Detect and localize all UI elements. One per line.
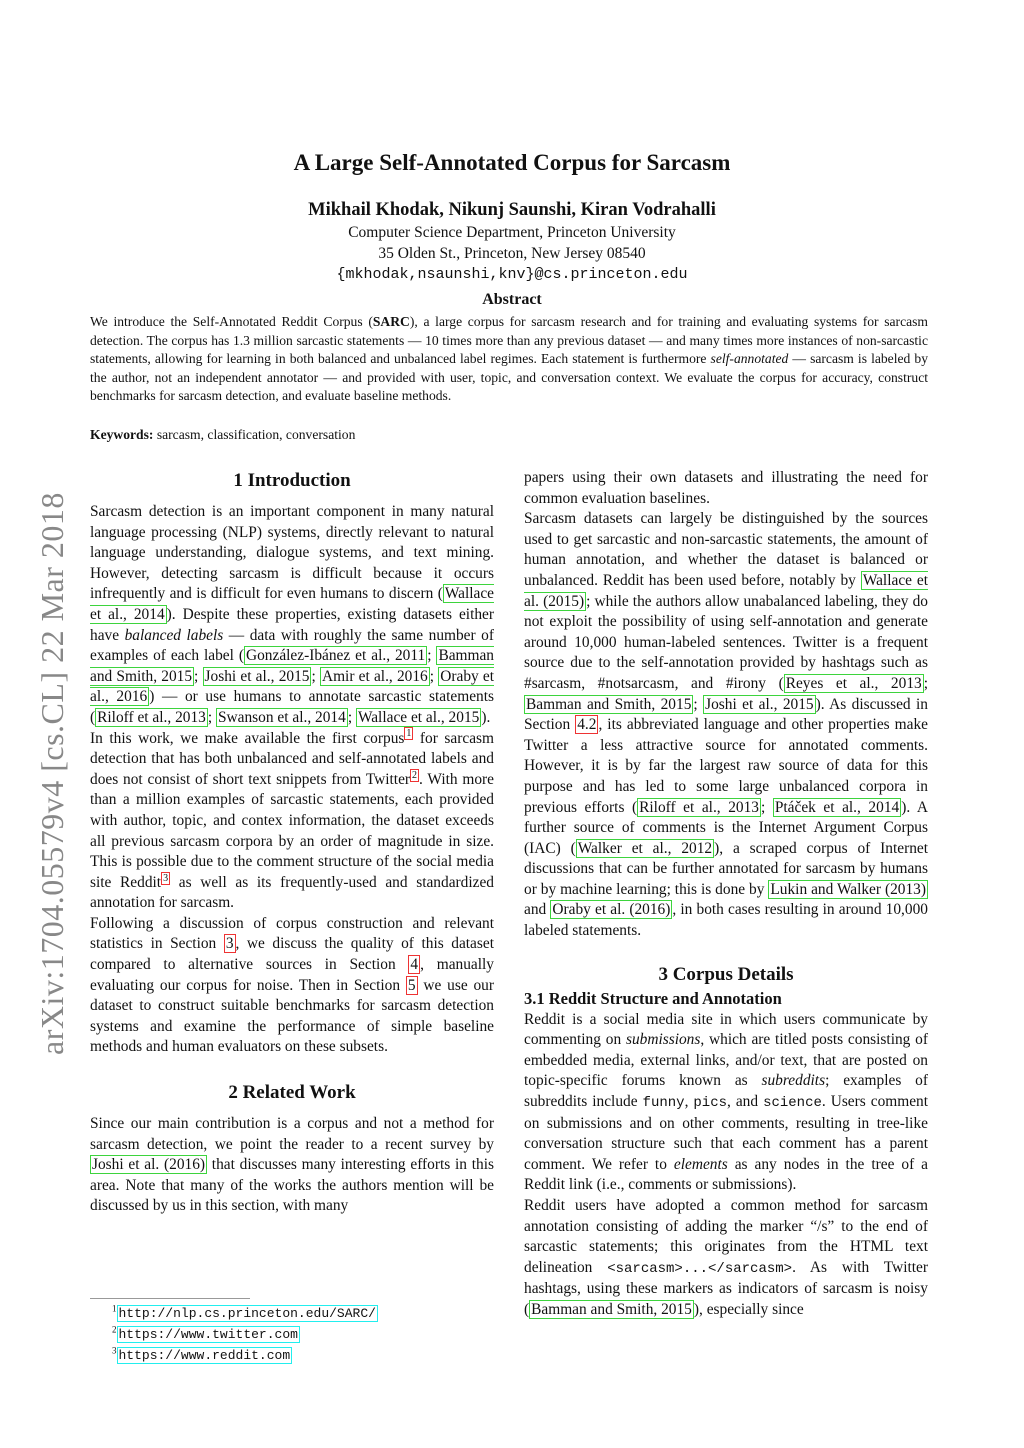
- citation-link[interactable]: Bamman and Smith, 2015: [531, 1300, 692, 1318]
- paper-title: A Large Self-Annotated Corpus for Sarcasm: [293, 150, 731, 175]
- citation-link[interactable]: Oraby et al., 2016: [90, 667, 495, 706]
- subsection-heading-reddit-structure: 3.1 Reddit Structure and Annotation: [524, 988, 782, 1008]
- footnote-url-link[interactable]: https://www.twitter.com: [118, 1327, 298, 1342]
- keywords: Keywords: sarcasm, classification, conversation: [90, 427, 356, 442]
- corpus-paragraph-2: Reddit users have adopted a common method for sarcasm annotation consisting of adding the marker “/s” to the end of sarcastic statements; this originates from the HTML text delineation <sarcasm>...</sarcasm>. As with Twitter hashtags, using these markers as indicators of sarcasm is noisy ( Bamman and Smith, 2015 ), especially since: [524, 1197, 928, 1318]
- citation-link[interactable]: Wallace et al., 2015: [357, 708, 480, 726]
- intro-paragraph-3: Following a discussion of corpus construction and relevant statistics in Section 3 , we discuss the quality of this dataset compared to alternative sources in Section 4 , manually evaluating our corpus for noise. Then in Section 5 we use our dataset to construct suitable benchmarks for sarcasm detection systems and examine the performance of simple baseline methods and human evaluators on these subsets.: [90, 914, 494, 1056]
- arxiv-identifier: arXiv:1704.05579v4 [cs.CL] 22 Mar 2018: [34, 492, 70, 1055]
- citation-link[interactable]: Bamman and Smith, 2015: [90, 647, 495, 685]
- citation-link[interactable]: Joshi et al., 2015: [204, 667, 310, 685]
- citation-link[interactable]: Lukin and Walker (2013): [770, 880, 926, 898]
- citation-link[interactable]: Amir et al., 2016: [321, 667, 428, 685]
- citation-link[interactable]: Wallace et al. (2015): [524, 571, 929, 610]
- footnote-3: $^3$ https://www.reddit.com: [112, 1345, 291, 1363]
- corpus-paragraph-1: Reddit is a social media site in which users communicate by commenting on submissions, which are titled posts consisting of embedded media, external links, and/or text, that are posted on topic-specific forums known as subreddits; examples of subreddits include funny, pics, and science. Users comment on submissions and on other comments, resulting in tree-like conversation structure such that each comment has a parent comment. We refer to elements as any nodes in the tree of a Reddit link (i.e., comments or submissions).: [524, 1010, 929, 1194]
- citation-link[interactable]: Walker et al., 2012: [577, 839, 713, 857]
- section-link[interactable]: 4.2: [577, 716, 597, 734]
- related-paragraph-1-continued: papers using their own datasets and illustrating the need for common evaluation baselines.: [524, 469, 928, 507]
- footnote-2: $^2$ https://www.twitter.com: [112, 1324, 298, 1342]
- section-link[interactable]: 3: [225, 935, 234, 953]
- intro-paragraph-2: In this work, we make available the first corpus $^1$ for sarcasm detection that has both unbalanced and self-annotated labels and does not consist of short text snippets from Twitter $^2$ . With more than a million examples of sarcastic statements, each provided with author, topic, and contex information, the dataset exceeds all previous sarcasm corpora by an order of magnitude in size. This is possible due to the comment structure of the social media site Reddit $^3$ as well as its frequently-used and standardized annotation for sarcasm.: [90, 728, 495, 912]
- section-heading-introduction: 1 Introduction: [233, 470, 351, 491]
- intro-paragraph-1: Sarcasm detection is an important component in many natural language processing (NLP) systems, directly relevant to natural language understanding, dialogue systems, and text mining. However, detecting sarcasm is difficult because it occurs infrequently and is difficult for even humans to discern ( Wallace et al., 2014 ). Despite these properties, existing datasets either have balanced labels — data with roughly the same number of examples of each label ( González-Ibánez et al., 2011 ; Bamman and Smith, 2015 ; Joshi et al., 2015 ; Amir et al., 2016 ; Oraby et al., 2016 ) — or use humans to annotate sarcastic statements ( Riloff et al., 2013 ; Swanson et al., 2014 ; Wallace et al., 2015 ).: [90, 503, 495, 726]
- affiliation-email: {mkhodak,nsaunshi,knv}@cs.princeton.edu: [336, 266, 688, 283]
- citation-link[interactable]: Oraby et al. (2016): [552, 901, 671, 919]
- affiliation-department: Computer Science Department, Princeton University: [348, 224, 676, 241]
- footnote-link[interactable]: 2: [412, 769, 418, 781]
- abstract-body: We introduce the Self-Annotated Reddit Corpus (SARC), a large corpus for sarcasm research and for training and evaluating systems for sarcasm detection. The corpus has 1.3 million sarcastic statements — 10 times more than any previous dataset — and many times more instances of non-sarcastic statements, allowing for learning in both balanced and unbalanced label regimes. Each statement is furthermore self-annotated — sarcasm is labeled by the author, not an independent annotator — and provided with user, topic, and conversation context. We evaluate the corpus for accuracy, construct benchmarks for sarcasm detection, and evaluate baseline methods.: [90, 314, 928, 404]
- section-heading-related-work: 2 Related Work: [228, 1082, 356, 1104]
- footnote-divider: [90, 1298, 250, 1299]
- footnote-link[interactable]: 3: [163, 872, 169, 884]
- citation-link[interactable]: Swanson et al., 2014: [217, 708, 346, 726]
- abstract-heading: Abstract: [482, 291, 542, 308]
- right-column: [524, 468, 928, 1321]
- paper-authors: Mikhail Khodak, Nikunj Saunshi, Kiran Vodrahalli: [308, 200, 716, 220]
- section-link[interactable]: 5: [407, 976, 416, 994]
- citation-link[interactable]: Bamman and Smith, 2015: [526, 695, 692, 713]
- citation-link[interactable]: Reyes et al., 2013: [785, 674, 922, 692]
- citation-link[interactable]: Wallace et al., 2014: [90, 585, 494, 623]
- section-heading-corpus-details: 3 Corpus Details: [658, 963, 794, 985]
- citation-link[interactable]: Riloff et al., 2013: [639, 798, 759, 816]
- footnote-link[interactable]: 1: [406, 728, 412, 740]
- citation-link[interactable]: Riloff et al., 2013: [97, 708, 206, 726]
- section-link[interactable]: 4: [410, 956, 419, 974]
- footnote-1: $^1$ http://nlp.cs.princeton.edu/SARC/: [112, 1303, 376, 1321]
- left-column: [90, 468, 494, 1217]
- footnote-url-link[interactable]: https://www.reddit.com: [118, 1348, 291, 1363]
- related-paragraph-2: Sarcasm datasets can largely be distinguished by the sources used to get sarcastic and non-sarcastic statements, the amount of human annotation, and whether the dataset is balanced or unbalanced. Reddit has been used before, notably by Wallace et al. (2015) ; while the authors allow unabalanced labeling, they do not exploit the possibility of using self-annotation and generate around 10,000 human-labeled sentences. Twitter is a frequent source due to the self-annotation provided by hashtags such as #sarcasm, #notsarcasm, and #irony ( Reyes et al., 2013 ; Bamman and Smith, 2015 ; Joshi et al., 2015 ). As discussed in Section 4.2 , its abbreviated language and other properties make Twitter a less attractive source for annotated comments. However, it is by far the largest raw source of data for this purpose and has led to some large unbalanced corpora in previous efforts ( Riloff et al., 2013 ; Ptáček et al., 2014 ). A further source of comments is the Internet Argument Corpus (IAC) ( Walker et al., 2012 ), a scraped corpus of Internet discussions that can be further annotated for sarcasm by humans or by machine learning; this is done by Lukin and Walker (2013) and Oraby et al. (2016) , in both cases resulting in around 10,000 labeled statements.: [524, 510, 929, 940]
- footnotes: [90, 1298, 494, 1366]
- citation-link[interactable]: Joshi et al. (2016): [92, 1156, 206, 1174]
- related-paragraph-1: Since our main contribution is a corpus and not a method for sarcasm detection, we point the reader to a recent survey by Joshi et al. (2016) that discusses many interesting efforts in this area. Note that many of the works the authors mention will be discussed by us in this section, with many: [90, 1115, 494, 1215]
- citation-link[interactable]: Ptáček et al., 2014: [774, 798, 900, 816]
- footnote-url-link[interactable]: http://nlp.cs.princeton.edu/SARC/: [118, 1306, 376, 1321]
- citation-link[interactable]: González-Ibánez et al., 2011: [245, 647, 426, 665]
- citation-link[interactable]: Joshi et al., 2015: [705, 695, 814, 713]
- affiliation-address: 35 Olden St., Princeton, New Jersey 08540: [378, 245, 646, 262]
